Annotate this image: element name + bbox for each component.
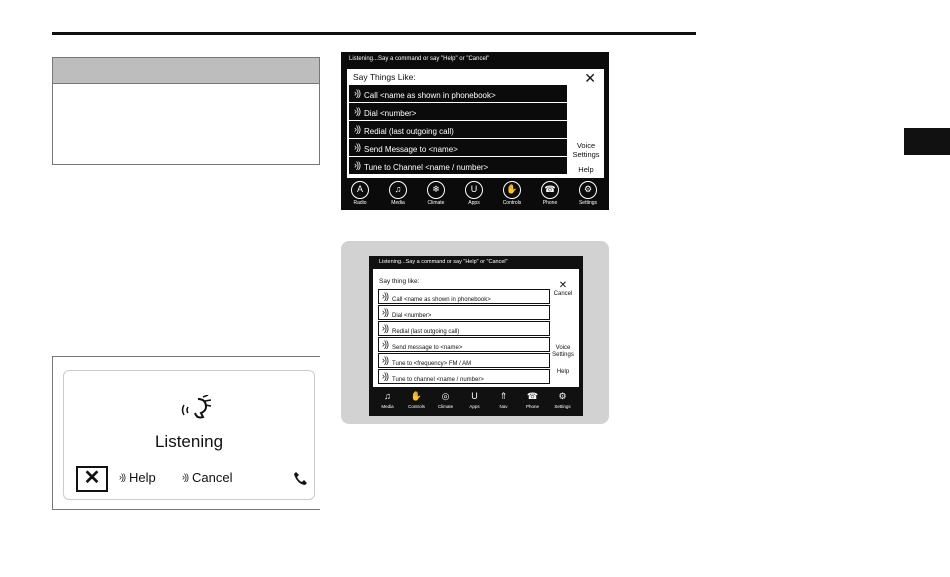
media-icon: ♫ xyxy=(384,391,391,401)
help-button[interactable]: Help xyxy=(578,165,594,174)
tab-apps[interactable]: U Apps xyxy=(455,181,493,206)
cancel-label: Cancel xyxy=(192,470,233,485)
page-top-rule xyxy=(52,32,696,35)
climate-icon: ❄ xyxy=(427,181,445,199)
suggestion-item[interactable]: ›)) Tune to <frequency> FM / AM xyxy=(378,353,550,368)
tab-media[interactable]: ♫ Media xyxy=(379,181,417,206)
tab-nav[interactable]: ⇑ Nav xyxy=(490,391,517,409)
bottom-nav-bar xyxy=(341,180,609,210)
tab-settings[interactable]: ⚙ Settings xyxy=(549,391,576,409)
listening-card xyxy=(63,370,315,500)
suggestion-item[interactable]: ›)) Tune to Channel <name / number> xyxy=(349,157,567,174)
suggestion-item[interactable]: ›)) Dial <number> xyxy=(349,103,567,120)
controls-icon: ✋ xyxy=(410,391,423,401)
note-box-header xyxy=(53,58,319,84)
suggestion-item[interactable]: ›)) Redial (last outgoing call) xyxy=(378,321,550,336)
listening-title: Listening xyxy=(154,432,224,451)
tab-climate[interactable]: ❄ Climate xyxy=(417,181,455,206)
close-icon[interactable]: ✕ xyxy=(584,70,596,86)
tab-controls[interactable]: ✋ Controls xyxy=(403,391,430,409)
tab-settings[interactable]: ⚙ Settings xyxy=(569,181,607,206)
tab-apps[interactable]: U Apps xyxy=(461,391,488,409)
panel-title: Say Things Like: xyxy=(353,72,416,82)
suggestions-panel xyxy=(373,269,579,387)
voice-command-screen-2 xyxy=(341,241,609,424)
suggestion-item[interactable]: ›)) Tune to channel <name / number> xyxy=(378,369,550,384)
settings-icon: ⚙ xyxy=(579,181,597,199)
suggestion-item[interactable]: ›)) Call <name as shown in phonebook> xyxy=(378,289,550,304)
panel-title: Say thing like: xyxy=(379,278,420,285)
radio-icon: A xyxy=(351,181,369,199)
close-button[interactable]: ✕ xyxy=(76,466,108,492)
tab-radio[interactable]: A Radio xyxy=(341,181,379,206)
suggestion-item[interactable]: ›)) Dial <number> xyxy=(378,305,550,320)
media-icon: ♫ xyxy=(389,181,407,199)
voice-wave-icon: ›)) xyxy=(182,472,188,482)
nav-icon: ⇑ xyxy=(499,391,508,401)
suggestion-item[interactable]: ›)) Redial (last outgoing call) xyxy=(349,121,567,138)
phone-icon[interactable] xyxy=(292,471,308,487)
help-button[interactable]: Help xyxy=(556,369,570,375)
climate-icon: ◎ xyxy=(441,391,450,401)
voice-settings-button[interactable]: Voice Settings xyxy=(572,141,600,159)
help-label: Help xyxy=(129,470,156,485)
voice-command-screen-1 xyxy=(341,52,609,210)
cancel-button[interactable]: ✕ Cancel xyxy=(547,281,579,298)
voice-settings-button[interactable]: Voice Settings xyxy=(552,345,574,358)
display-screen xyxy=(369,256,583,416)
listening-figure xyxy=(52,356,320,510)
bottom-nav-bar xyxy=(369,388,583,416)
apps-icon: U xyxy=(465,181,483,199)
tab-phone[interactable]: ☎ Phone xyxy=(519,391,546,409)
voice-listening-icon xyxy=(178,395,214,423)
voice-wave-icon: ›)) xyxy=(119,472,125,482)
cancel-option[interactable] xyxy=(182,470,232,485)
tab-climate[interactable]: ◎ Climate xyxy=(432,391,459,409)
tab-phone[interactable]: ☎ Phone xyxy=(531,181,569,206)
suggestion-item[interactable]: ›)) Send Message to <name> xyxy=(349,139,567,156)
phone-icon: ☎ xyxy=(526,391,539,401)
section-side-tab xyxy=(904,128,950,155)
status-bar-text: Listening...Say a command or say "Help" or "Cancel" xyxy=(349,56,490,62)
close-icon: ✕ xyxy=(558,280,568,291)
tab-controls[interactable]: ✋ Controls xyxy=(493,181,531,206)
controls-icon: ✋ xyxy=(503,181,521,199)
tab-media[interactable]: ♫ Media xyxy=(374,391,401,409)
suggestion-item[interactable]: ›)) Call <name as shown in phonebook> xyxy=(349,85,567,102)
suggestion-item[interactable]: ›)) Send message to <name> xyxy=(378,337,550,352)
help-option[interactable] xyxy=(119,470,156,485)
note-box xyxy=(52,57,320,165)
phone-icon: ☎ xyxy=(541,181,559,199)
apps-icon: U xyxy=(471,391,478,401)
settings-icon: ⚙ xyxy=(558,391,567,401)
status-bar-text: Listening...Say a command or say "Help" or "Cancel" xyxy=(379,259,508,265)
suggestions-panel xyxy=(347,69,604,178)
